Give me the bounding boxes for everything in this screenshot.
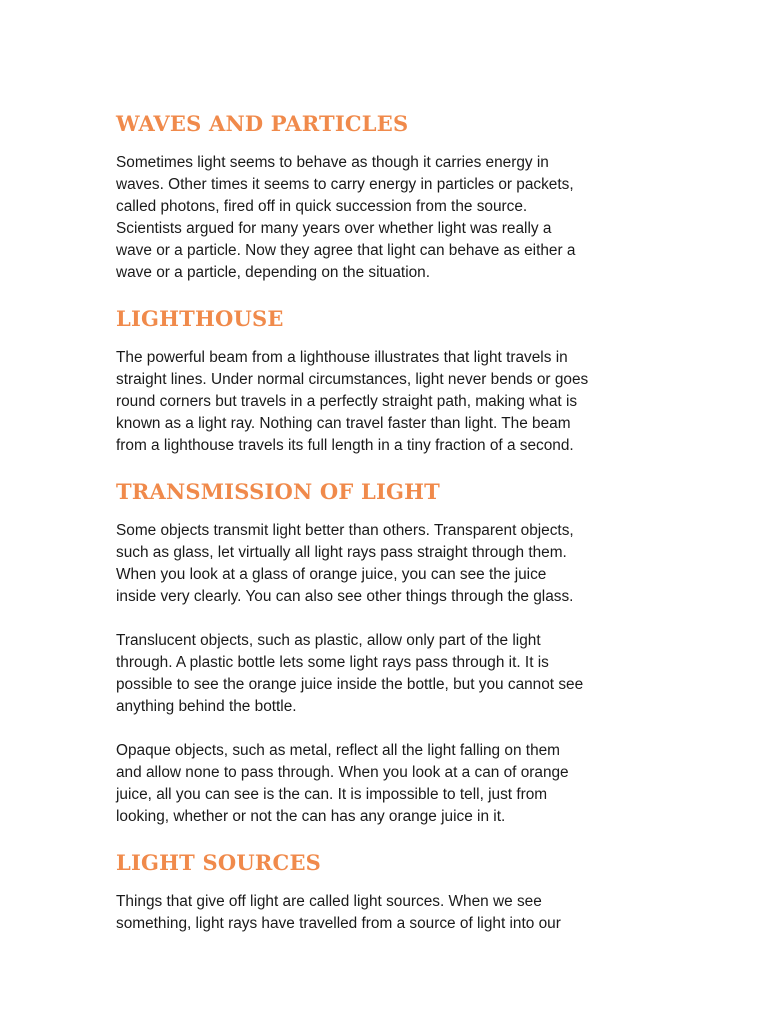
paragraph-opaque-objects: Opaque objects, such as metal, reflect all the light falling on them and allow none to pass through. When you look at a can of orange juice, all you can see is the can. It is impossible to tell, just from looking, whether or not the can has any orange juice in it. — [116, 742, 569, 825]
section-heading-waves-and-particles: WAVES AND PARTICLES — [116, 111, 409, 136]
paragraph-transparent-objects: Some objects transmit light better than others. Transparent objects, such as glass, let virtually all light rays pass straight through them. When you look at a glass of orange juice, you can see the juice inside very clearly. You can also see other things through the glass. — [116, 522, 574, 605]
paragraph-lighthouse: The powerful beam from a lighthouse illustrates that light travels in straight lines. Under normal circumstances, light never bends or goes round corners but travels in a perfectly straight path, making what is known as a light ray. Nothing can travel faster than light. The beam from a lighthouse travels its full length in a tiny fraction of a second. — [116, 349, 589, 454]
document-body — [116, 106, 656, 935]
section-heading-light-sources: LIGHT SOURCES — [116, 850, 322, 875]
paragraph-waves-and-particles: Sometimes light seems to behave as though it carries energy in waves. Other times it seems to carry energy in particles or packets, called photons, fired off in quick succession from the source. Scientists argued for many years over whether light was really a wave or a particle. Now they agree that light can behave as either a wave or a particle, depending on the situation. — [116, 154, 576, 281]
section-heading-lighthouse: LIGHTHOUSE — [116, 306, 284, 331]
paragraph-translucent-objects: Translucent objects, such as plastic, allow only part of the light through. A plastic bottle lets some light rays pass through it. It is possible to see the orange juice inside the bottle, but you cannot see anything behind the bottle. — [116, 632, 584, 715]
paragraph-light-sources: Things that give off light are called light sources. When we see something, light rays have travelled from a source of light into our — [116, 893, 561, 932]
section-heading-transmission-of-light: TRANSMISSION OF LIGHT — [116, 479, 440, 504]
